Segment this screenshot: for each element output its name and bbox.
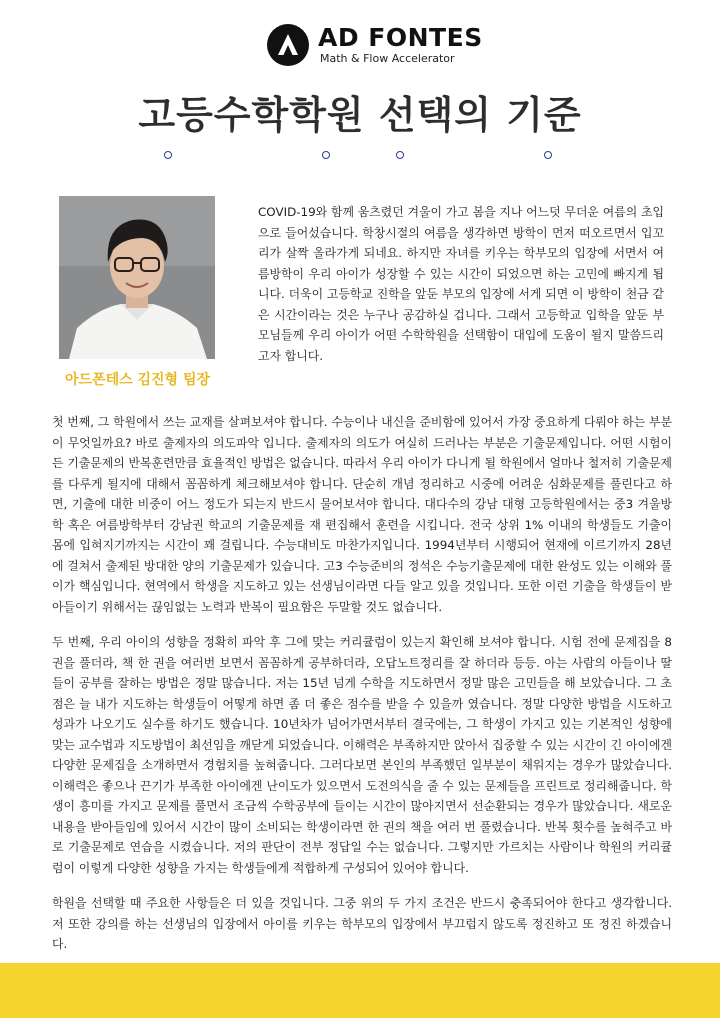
circle-marker-icon <box>544 151 552 159</box>
footer-band <box>0 963 720 1018</box>
circle-marker-icon <box>322 151 330 159</box>
brand-tagline: Math & Flow Accelerator <box>320 52 455 65</box>
brand-header <box>0 22 720 68</box>
ad-fontes-logo-icon <box>267 24 309 66</box>
author-portrait <box>59 196 215 359</box>
portrait-caption: 아드폰테스 김진형 팀장 <box>65 372 210 388</box>
body-paragraph-3: 학원을 선택할 때 주요한 사항들은 더 있을 것입니다. 그중 위의 두 가지 조건은 반드시 충족되어야 한다고 생각합니다. 저 또한 강의를 하는 선생님의 입장에서 아이를 키우는 학부모의 입장에서 부끄럽지 않도록 정진하고 또 정진 하겠습니다. <box>52 896 672 951</box>
circle-marker-icon <box>164 151 172 159</box>
body-paragraph-2: 두 번째, 우리 아이의 성향을 정확히 파악 후 그에 맞는 커리큘럼이 있는지 확인해 보셔야 합니다. 시험 전에 문제집을 8권을 풀더라, 책 한 권을 여러번 보면서 꼼꼼하게 공부하더라, 오답노트정리를 잘 하더라 등등. 아는 사람의 아들이나 딸들이 공부를 잘하는 방법은 정말 많습니다. 저는 15년 넘게 수학을 지도하면서 정말 많은 고민들을 해 보았습니다. 그 초점은 늘 내가 지도하는 학생들이 어떻게 하면 좀 더 좋은 점수를 받을 수 있을까 였습니다. 정말 다양한 방법을 시도하고 성과가 나오기도 실수를 하기도 했습니다. 10년차가 넘어가면서부터 결국에는, 그 학생이 가지고 있는 기본적인 성향에 맞는 교수법과 지도방법이 최선임을 깨닫게 되었습니다. 이해력은 부족하지만 앉아서 집중할 수 있는 시간이 긴 아이에겐 다양한 문제집을 소개하면서 경험치를 높혀줍니다. 그러다보면 본인의 부족했던 일부분이 채워지는 경우가 많았습니다. 이해력은 좋으나 끈기가 부족한 아이에겐 난이도가 있으면서 도전의식을 줄 수 있는 문제들을 프린트로 정리해줍니다. 학생이 흥미를 가지고 문제를 풀면서 조금씩 수학공부에 들이는 시간이 많아지면서 선순환되는 경우가 많았습니다. 새로운 내용을 받아들임에 있어서 시간이 많이 소비되는 학생이라면 한 권의 책을 여러 번 풀렸습니다. 반복 횟수를 높혀주고 바로 기출문제로 연습을 시켰습니다. 저의 판단이 전부 정답일 수는 없습니다. 그렇지만 가르치는 사람이나 학원의 커리큘럼이 이렇게 다양한 성향을 가지는 학생들에게 적합하게 구성되어 있어야 합니다. <box>52 635 672 875</box>
page-title: 고등수학학원 선택의 기준 <box>138 93 582 137</box>
brand-name: AD FONTES <box>318 23 483 52</box>
author-photo <box>59 196 215 359</box>
circle-marker-icon <box>396 151 404 159</box>
body-paragraph-1: 첫 번째, 그 학원에서 쓰는 교재를 살펴보셔야 합니다. 수능이나 내신을 준비함에 있어서 가장 중요하게 다뤄야 하는 부분이 무엇일까요? 바로 출제자의 의도파악 입니다. 출제자의 의도가 여실히 드러나는 부분은 기출문제입니다. 어떤 시험이든 기출문제의 반복훈련만큼 효율적인 방법은 없습니다. 따라서 우리 아이가 다니게 될 학원에서 얼마나 철저히 기출문제를 다루게 될지에 대해서 꼼꼼하게 체크해보셔야 합니다. 단순히 개념 정리하고 시중에 어려운 심화문제를 풀린다고 하면, 기출에 대한 비중이 어느 정도가 되는지 반드시 물어보셔야 합니다. 대다수의 강남 대형 고등학원에서는 중3 겨울방학 혹은 여름방학부터 강남권 학교의 기출문제를 재 편집해서 훈련을 시킵니다. 전국 상위 1% 이내의 학생들도 기출이 몸에 입혀지기까지는 시간이 꽤 걸립니다. 수능대비도 마찬가지입니다. 1994년부터 시행되어 현재에 이르기까지 28년에 걸쳐서 출제된 방대한 양의 기출문제가 있습니다. 고3 수능준비의 정석은 수능기출문제에 대한 완성도 있는 이해와 풀이가 핵심입니다. 현역에서 학생을 지도하고 있는 선생님이라면 다들 알고 있을 것입니다. 또한 이런 기출을 학생들이 받아들이기 위해서는 끊임없는 노력과 반복이 필요함은 두말할 것도 없습니다. <box>52 415 672 614</box>
intro-paragraph: COVID-19와 함께 움츠렸던 겨울이 가고 봄을 지나 어느덧 무더운 여름의 초입으로 들어섰습니다. 학창시절의 여름을 생각하면 방학이 먼저 떠오르면서 입꼬리가 살짝 올라가게 되네요. 하지만 자녀를 키우는 학부모의 입장에 서면서 여름방학이 우리 아이가 성장할 수 있는 시간이 되었으면 하는 고민에 빠지게 됩니다. 더욱이 고등학교 진학을 앞둔 부모의 입장에 서게 되면 이 방학이 천금 같은 시간이라는 것은 누구나 공감하실 겁니다. 그래서 고등학교 입학을 앞둔 부모님들께 우리 아이가 어떤 수학학원을 선택함이 대입에 도움이 될지 말씀드리고자 합니다. <box>258 205 664 363</box>
